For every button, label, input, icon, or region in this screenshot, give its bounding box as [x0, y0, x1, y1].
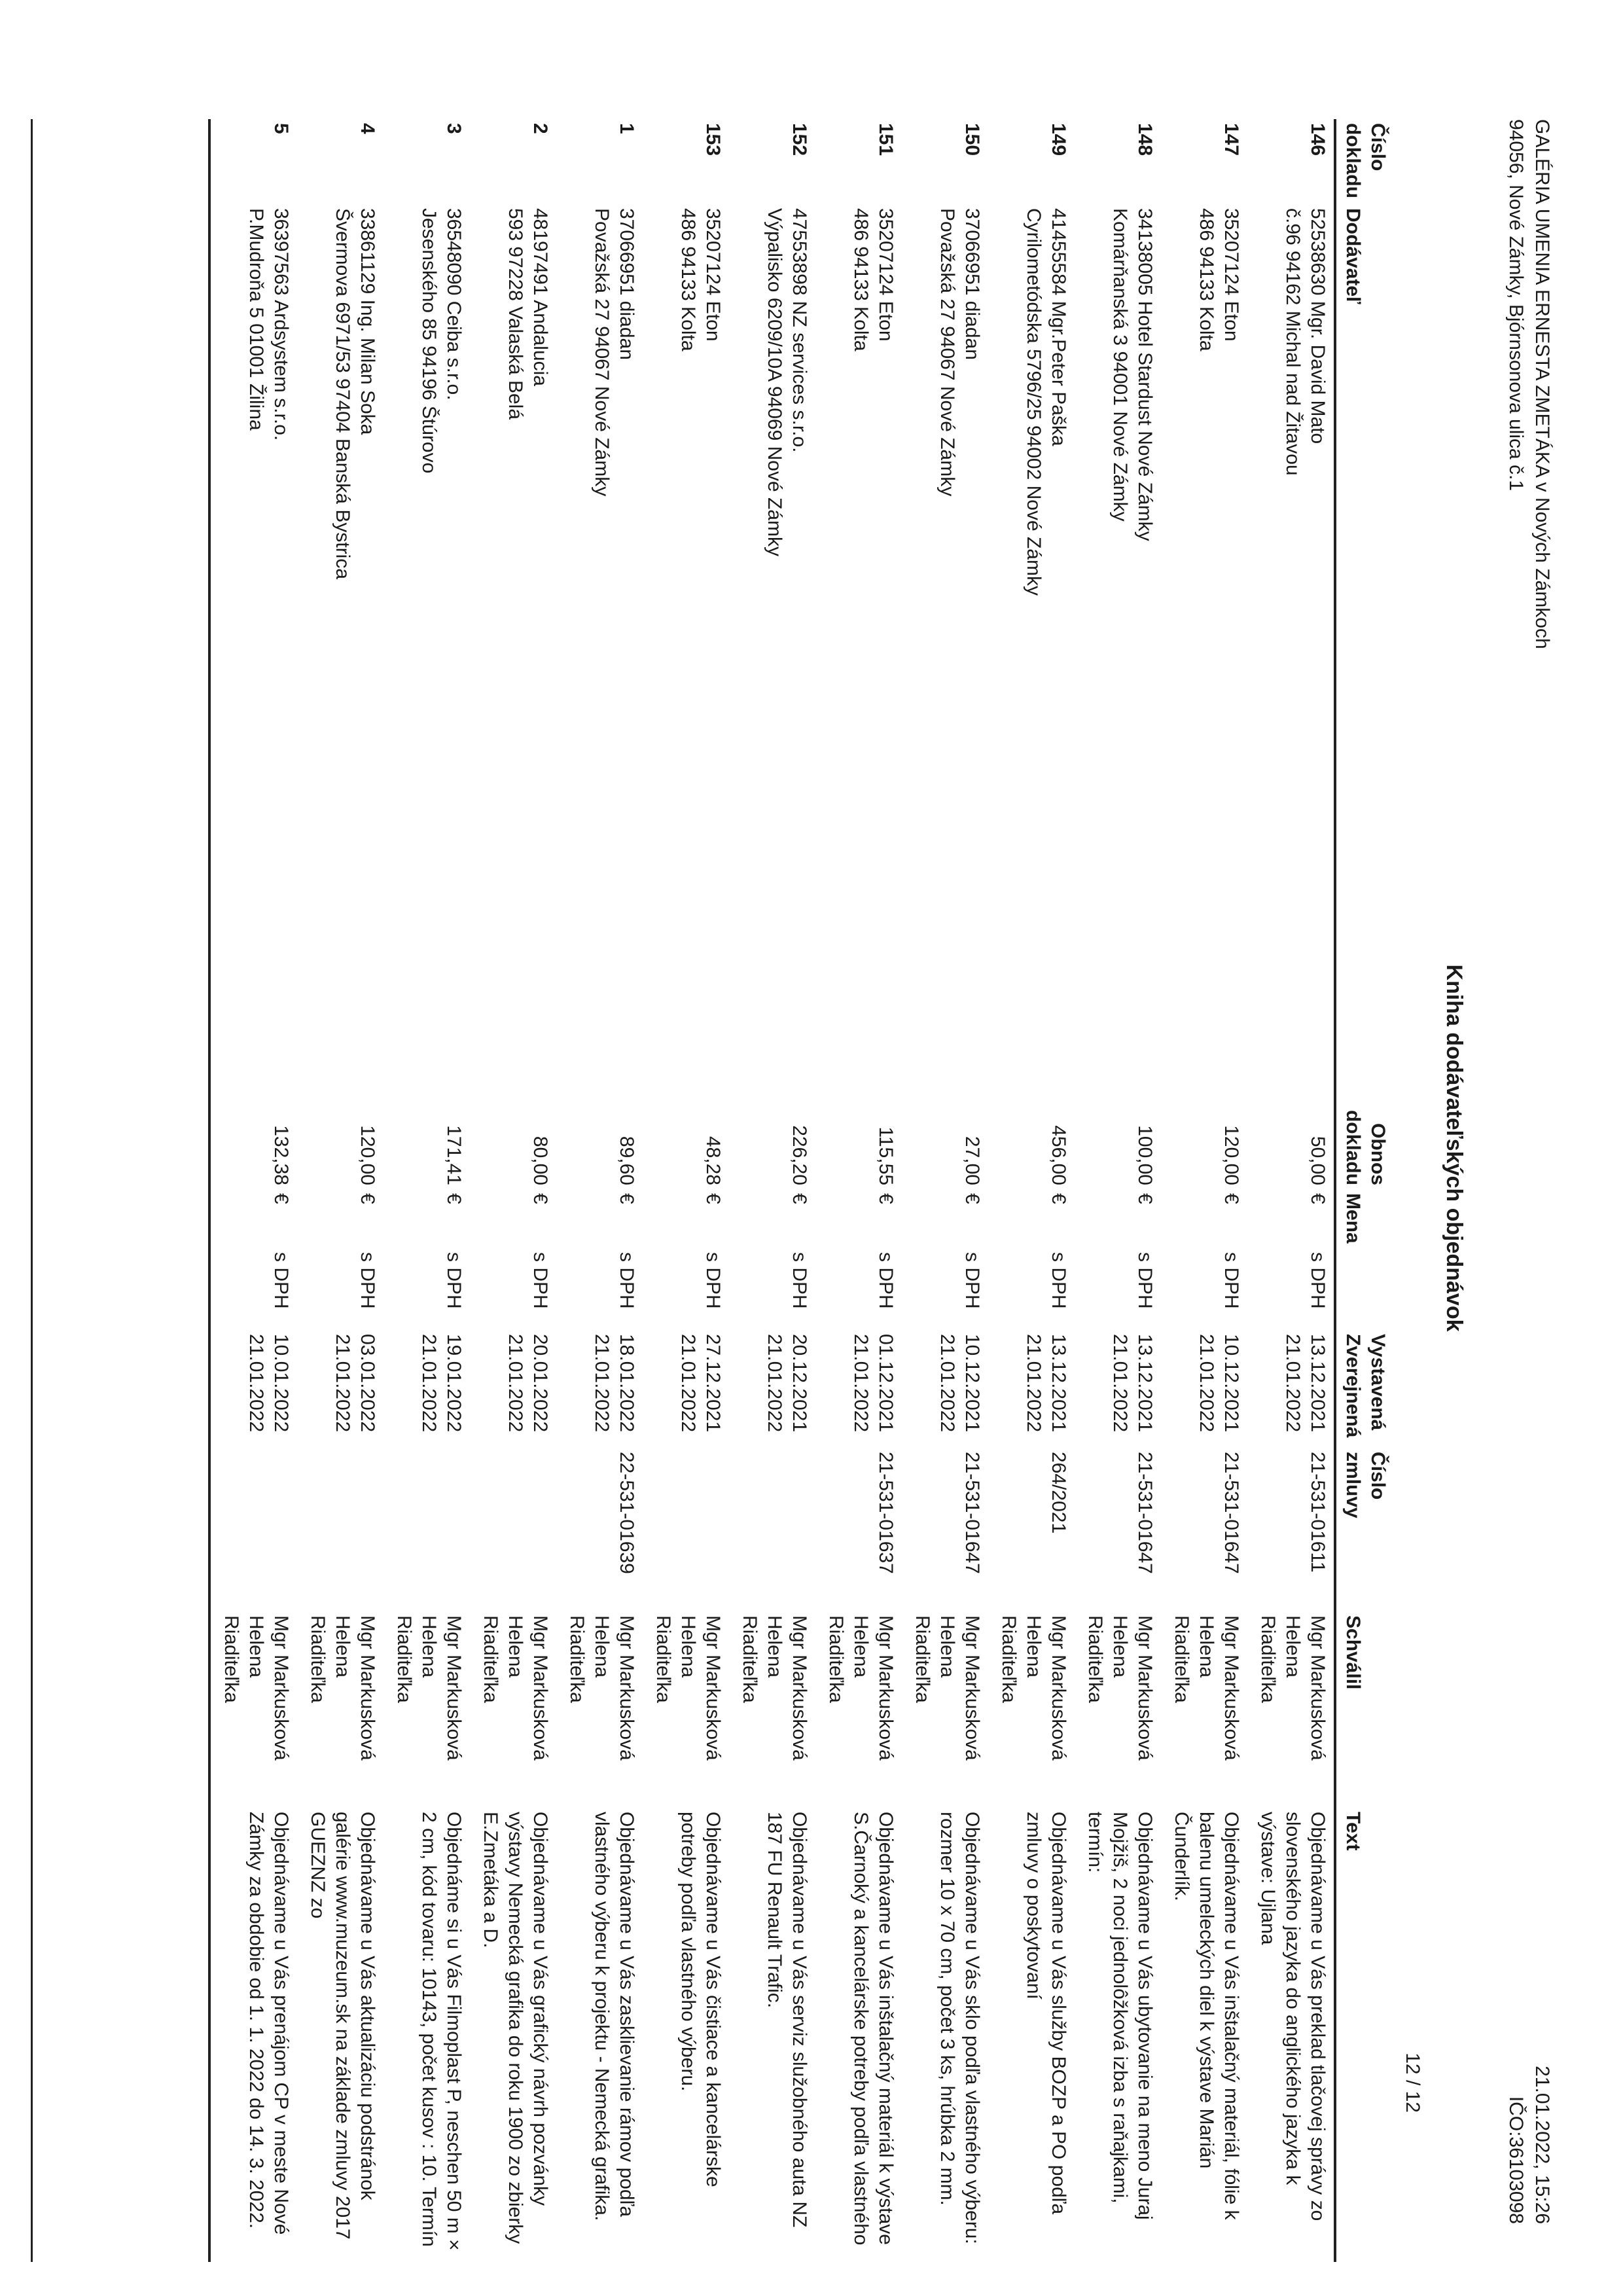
cell-dph: s DPH — [443, 1252, 465, 1309]
table-row — [1247, 119, 1335, 2262]
cell-mena: € — [443, 1193, 465, 1204]
cell-cislo-dokladu: 3 — [443, 123, 465, 134]
col-header-obnos-dokladu: Obnos dokladu — [1335, 1062, 1390, 1189]
cell-cislo-dokladu: 149 — [1048, 123, 1069, 156]
cell-cislo-dokladu: 147 — [1221, 123, 1242, 156]
cell-schvalil: Mgr Markusková Helena Riaditeľka — [1257, 1615, 1329, 1761]
cell-dodavatel: 37066951 diadan Považská 27 94067 Nové Zámky — [936, 208, 983, 497]
cell-text: Objednávame u Vás ubytovanie na meno Juraj Mojžiš, 2 noci jednolôžková izba s raňajkami, termín: — [1084, 1812, 1156, 2220]
cell-schvalil: Mgr Markusková Helena Riaditeľka — [209, 1611, 297, 1808]
cell-cislo-zmluvy: 22-531-01639 — [616, 1452, 637, 1574]
cell-vystavena-zverejnena: 13.12.2021 21.01.2022 — [1282, 1334, 1329, 1433]
cell-text: Objednávame u Vás inštalačný materiál, fólie k balenu umeleckých diel k výstave Marián Čunderlík. — [1171, 1812, 1242, 2220]
cell-dph: s DPH — [1221, 1252, 1242, 1309]
cell-schvalil: Mgr Markusková Helena Riaditeľka — [652, 1615, 724, 1761]
cell-mena: € — [789, 1193, 810, 1204]
table-row — [1161, 119, 1247, 2262]
cell-vystavena-zverejnena: 20.12.2021 21.01.2022 — [764, 1334, 810, 1433]
cell-dph: s DPH — [961, 1252, 983, 1309]
cell-mena: € — [1221, 1193, 1242, 1204]
table-row — [988, 119, 1075, 2262]
cell-text: Objednávame u Vás inštalačný materiál k výstave S.Čarnoký a kancelárske potreby podľa vlastného — [850, 1812, 897, 2246]
table-header-row — [1335, 119, 1390, 2262]
cell-dodavatel: 36397563 Ardsystem s.r.o. P.Mudroňa 5 01001 Žilina — [209, 204, 297, 1062]
col-header-mena: Mena — [1335, 1189, 1390, 1248]
cell-vystavena-zverejnena: 03.01.2022 21.01.2022 — [332, 1334, 378, 1433]
cell-dph: s DPH — [1307, 1252, 1329, 1309]
cell-dodavatel: 37066951 diadan Považská 27 94067 Nové Zámky — [591, 208, 637, 497]
cell-dph: s DPH — [209, 1248, 297, 1330]
cell-dodavatel: 33861129 Ing. Milan Soka Švermova 6971/53 97404 Banská Bystrica — [332, 208, 378, 579]
organization-name: GALÉRIA UMENIA ERNESTA ZMETÁKA v Nových Zámkoch — [1531, 119, 1553, 649]
cell-dodavatel: 35207124 Eton 486 94133 Kolta — [850, 208, 897, 351]
cell-text: Objednávame u Vás serviz služobného auta NZ 187 FU Renault Trafic. — [764, 1812, 810, 2228]
cell-vystavena-zverejnena: 19.01.2022 21.01.2022 — [418, 1334, 465, 1433]
cell-dph: s DPH — [875, 1252, 897, 1309]
cell-mena: € — [616, 1193, 637, 1204]
cell-schvalil: Mgr Markusková Helena Riaditeľka — [1084, 1615, 1156, 1761]
cell-dodavatel: 35207124 Eton 486 94133 Kolta — [677, 208, 724, 351]
cell-schvalil: Mgr Markusková Helena Riaditeľka — [825, 1615, 897, 1761]
col-header-dodavatel: Dodávateľ — [1335, 204, 1390, 1062]
cell-cislo-dokladu: 151 — [875, 123, 897, 156]
col-header-vystavena-zverejnena: Vystavená Zverejnená — [1335, 1330, 1390, 1448]
table-row — [729, 119, 815, 2262]
table-row — [1075, 119, 1161, 2262]
cell-obnos-dokladu: 120,00 — [357, 1125, 378, 1185]
cell-obnos-dokladu: 50,00 — [1307, 1136, 1329, 1185]
cell-schvalil: Mgr Markusková Helena Riaditeľka — [307, 1615, 378, 1761]
cell-schvalil: Mgr Markusková Helena Riaditeľka — [480, 1615, 551, 1761]
cell-mena: € — [875, 1193, 897, 1204]
cell-vystavena-zverejnena: 18.01.2022 21.01.2022 — [591, 1334, 637, 1433]
cell-vystavena-zverejnena: 27.12.2021 21.01.2022 — [677, 1334, 724, 1433]
cell-obnos-dokladu: 100,00 — [1134, 1125, 1156, 1185]
cell-schvalil: Mgr Markusková Helena Riaditeľka — [912, 1615, 983, 1761]
cell-cislo-zmluvy: 21-531-01647 — [1221, 1452, 1242, 1574]
cell-mena: € — [1048, 1193, 1069, 1204]
table-row — [815, 119, 902, 2262]
cell-obnos-dokladu: 226,20 — [789, 1125, 810, 1185]
cell-obnos-dokladu: 115,55 — [875, 1126, 897, 1185]
cell-mena: € — [529, 1193, 551, 1204]
cell-vystavena-zverejnena: 10.12.2021 21.01.2022 — [936, 1334, 983, 1433]
cell-vystavena-zverejnena: 20.01.2022 21.01.2022 — [505, 1334, 551, 1433]
cell-text: Objednávame u Vás grafický návrh pozvánky výstavy Nemecká grafika do roku 1900 zo zbierky E.Zmetáka a D. — [480, 1812, 551, 2244]
cell-cislo-dokladu: 146 — [1307, 123, 1329, 156]
cell-cislo-zmluvy: 21-531-01647 — [1134, 1452, 1156, 1574]
cell-schvalil: Mgr Markusková Helena Riaditeľka — [739, 1615, 810, 1761]
cell-text: Objednávame u Vás prenájom CP v meste Nové Zámky za obdobie od 1. 1. 2022 do 14. 3. 2022. — [209, 1808, 297, 2262]
cell-cislo-dokladu: 4 — [357, 123, 378, 134]
orders-table — [208, 119, 1390, 2262]
cell-obnos-dokladu: 27,00 — [961, 1136, 983, 1185]
cell-cislo-zmluvy: 21-531-01637 — [875, 1452, 897, 1574]
cell-mena: € — [1134, 1193, 1156, 1204]
cell-vystavena-zverejnena: 10.01.2022 21.01.2022 — [209, 1330, 297, 1448]
cell-vystavena-zverejnena: 13.12.2021 21.01.2022 — [1023, 1334, 1069, 1433]
cell-dph: s DPH — [1048, 1252, 1069, 1309]
cell-cislo-zmluvy — [470, 1448, 556, 1611]
cell-dodavatel: 47553898 NZ services s.r.o. Výpalisko 6209/10A 94069 Nové Zámky — [764, 208, 810, 556]
organization-address: 94056, Nové Zámky, Bjórnsonova ulica č.1 — [1505, 119, 1527, 492]
col-header-cislo-zmluvy: Číslo zmluvy — [1335, 1448, 1390, 1611]
cell-cislo-zmluvy — [297, 1448, 383, 1611]
cell-cislo-dokladu: 5 — [209, 119, 297, 204]
cell-cislo-dokladu: 148 — [1134, 123, 1156, 156]
cell-cislo-zmluvy — [383, 1448, 470, 1611]
cell-text: Objednávame u Vás aktualizáciu podstránok galérie www.muzeum.sk na základe zmluvy 2017 GUEZNZ zo — [307, 1812, 378, 2240]
cell-schvalil: Mgr Markusková Helena Riaditeľka — [393, 1615, 465, 1761]
document-title: Kniha dodávateľských objednávok — [1442, 964, 1467, 1332]
cell-cislo-dokladu: 2 — [529, 123, 551, 134]
table-row — [209, 119, 297, 2262]
cell-text: Objednávame u Vás preklad tlačovej správy zo slovenského jazyka do anglického jazyka k výstave: Ujlana — [1257, 1812, 1329, 2221]
cell-schvalil: Mgr Markusková Helena Riaditeľka — [566, 1615, 637, 1761]
cell-vystavena-zverejnena: 13.12.2021 21.01.2022 — [1109, 1334, 1156, 1433]
col-header-schvalil: Schválil — [1335, 1611, 1390, 1808]
cell-cislo-zmluvy: 21-531-01647 — [961, 1452, 983, 1574]
table-row — [383, 119, 470, 2262]
cell-text: Objednáme si u Vás Filmoplast P, neschen 50 m × 2 cm, kód tovaru: 10143, počet kusov : 10. Termín — [418, 1812, 465, 2251]
bottom-rule — [31, 119, 33, 2262]
cell-vystavena-zverejnena: 01.12.2021 21.01.2022 — [850, 1334, 897, 1433]
cell-text: Objednávame u Vás služby BOZP a PO podľa zmluvy o poskytovaní — [1023, 1812, 1069, 2215]
table-row — [643, 119, 729, 2262]
cell-dodavatel: 34138005 Hotel Stardust Nové Zámky Komárňanská 3 94001 Nové Zámky — [1109, 208, 1156, 541]
cell-obnos-dokladu: 80,00 — [529, 1136, 551, 1185]
cell-dodavatel: 41455584 Mgr.Peter Paška Cyrilometódska 5796/25 94002 Nové Zámky — [1023, 208, 1069, 596]
cell-obnos-dokladu: 48,28 — [702, 1136, 724, 1185]
cell-text: Objednávame u Vás zasklievanie rámov podľa vlastného výberu k projektu - Nemecká grafika. — [591, 1812, 637, 2221]
cell-dph: s DPH — [1134, 1252, 1156, 1309]
page-number: 12 / 12 — [1402, 2053, 1423, 2113]
cell-dph: s DPH — [789, 1252, 810, 1309]
cell-cislo-zmluvy — [643, 1448, 729, 1611]
cell-schvalil: Mgr Markusková Helena Riaditeľka — [998, 1615, 1069, 1761]
cell-dph: s DPH — [357, 1252, 378, 1309]
col-header-dph — [1335, 1248, 1390, 1330]
cell-dph: s DPH — [529, 1252, 551, 1309]
cell-dodavatel: 35207124 Eton 486 94133 Kolta — [1196, 208, 1242, 351]
cell-mena: € — [1307, 1193, 1329, 1204]
cell-obnos-dokladu: 456,00 — [1048, 1125, 1069, 1185]
table-row — [297, 119, 383, 2262]
cell-cislo-zmluvy — [729, 1448, 815, 1611]
cell-text: Objednávame u Vás čistiace a kancelárske potreby podľa vlastného výberu. — [677, 1812, 724, 2187]
cell-mena: € — [702, 1193, 724, 1204]
cell-cislo-dokladu: 1 — [616, 123, 637, 134]
cell-dph: s DPH — [616, 1252, 637, 1309]
cell-vystavena-zverejnena: 10.12.2021 21.01.2022 — [1196, 1334, 1242, 1433]
cell-cislo-dokladu: 152 — [789, 123, 810, 156]
cell-schvalil: Mgr Markusková Helena Riaditeľka — [1171, 1615, 1242, 1761]
cell-obnos-dokladu: 132,38 — [209, 1062, 297, 1189]
cell-mena: € — [961, 1193, 983, 1204]
col-header-cislo-dokladu: Číslo dokladu — [1335, 119, 1390, 204]
cell-dodavatel: 36548090 Ceiba s.r.o. Jesenského 85 94196 Štúrovo — [418, 208, 465, 474]
table-row — [902, 119, 988, 2262]
cell-mena: € — [209, 1189, 297, 1248]
cell-obnos-dokladu: 89,60 — [616, 1136, 637, 1185]
print-datetime: 21.01.2022, 15:26 — [1531, 2066, 1553, 2224]
cell-cislo-zmluvy: 264/2021 — [1048, 1452, 1069, 1534]
table-row — [470, 119, 556, 2262]
cell-dodavatel: 52538630 Mgr. David Mato č.96 94162 Michal nad Žitavou — [1282, 208, 1329, 476]
print-meta-block — [1503, 2066, 1555, 2224]
cell-cislo-dokladu: 153 — [702, 123, 724, 156]
organization-ico: IČO:36103098 — [1505, 2096, 1527, 2224]
table-row — [556, 119, 643, 2262]
table-body — [209, 119, 1335, 2262]
cell-mena: € — [357, 1193, 378, 1204]
col-header-text: Text — [1335, 1808, 1390, 2262]
organization-block — [1503, 119, 1555, 649]
cell-cislo-zmluvy — [209, 1448, 297, 1611]
cell-obnos-dokladu: 171,41 — [443, 1125, 465, 1185]
cell-dph: s DPH — [702, 1252, 724, 1309]
cell-obnos-dokladu: 120,00 — [1221, 1125, 1242, 1185]
cell-dodavatel: 48197491 Andalucia 593 97228 Valaská Belá — [505, 208, 551, 420]
cell-cislo-zmluvy: 21-531-01611 — [1307, 1452, 1329, 1573]
cell-text: Objednávame u Vás sklo podľa vlastného výberu: rozmer 10 x 70 cm, počet 3 ks, hrúbka 2 mm. — [936, 1812, 983, 2244]
cell-cislo-dokladu: 150 — [961, 123, 983, 156]
